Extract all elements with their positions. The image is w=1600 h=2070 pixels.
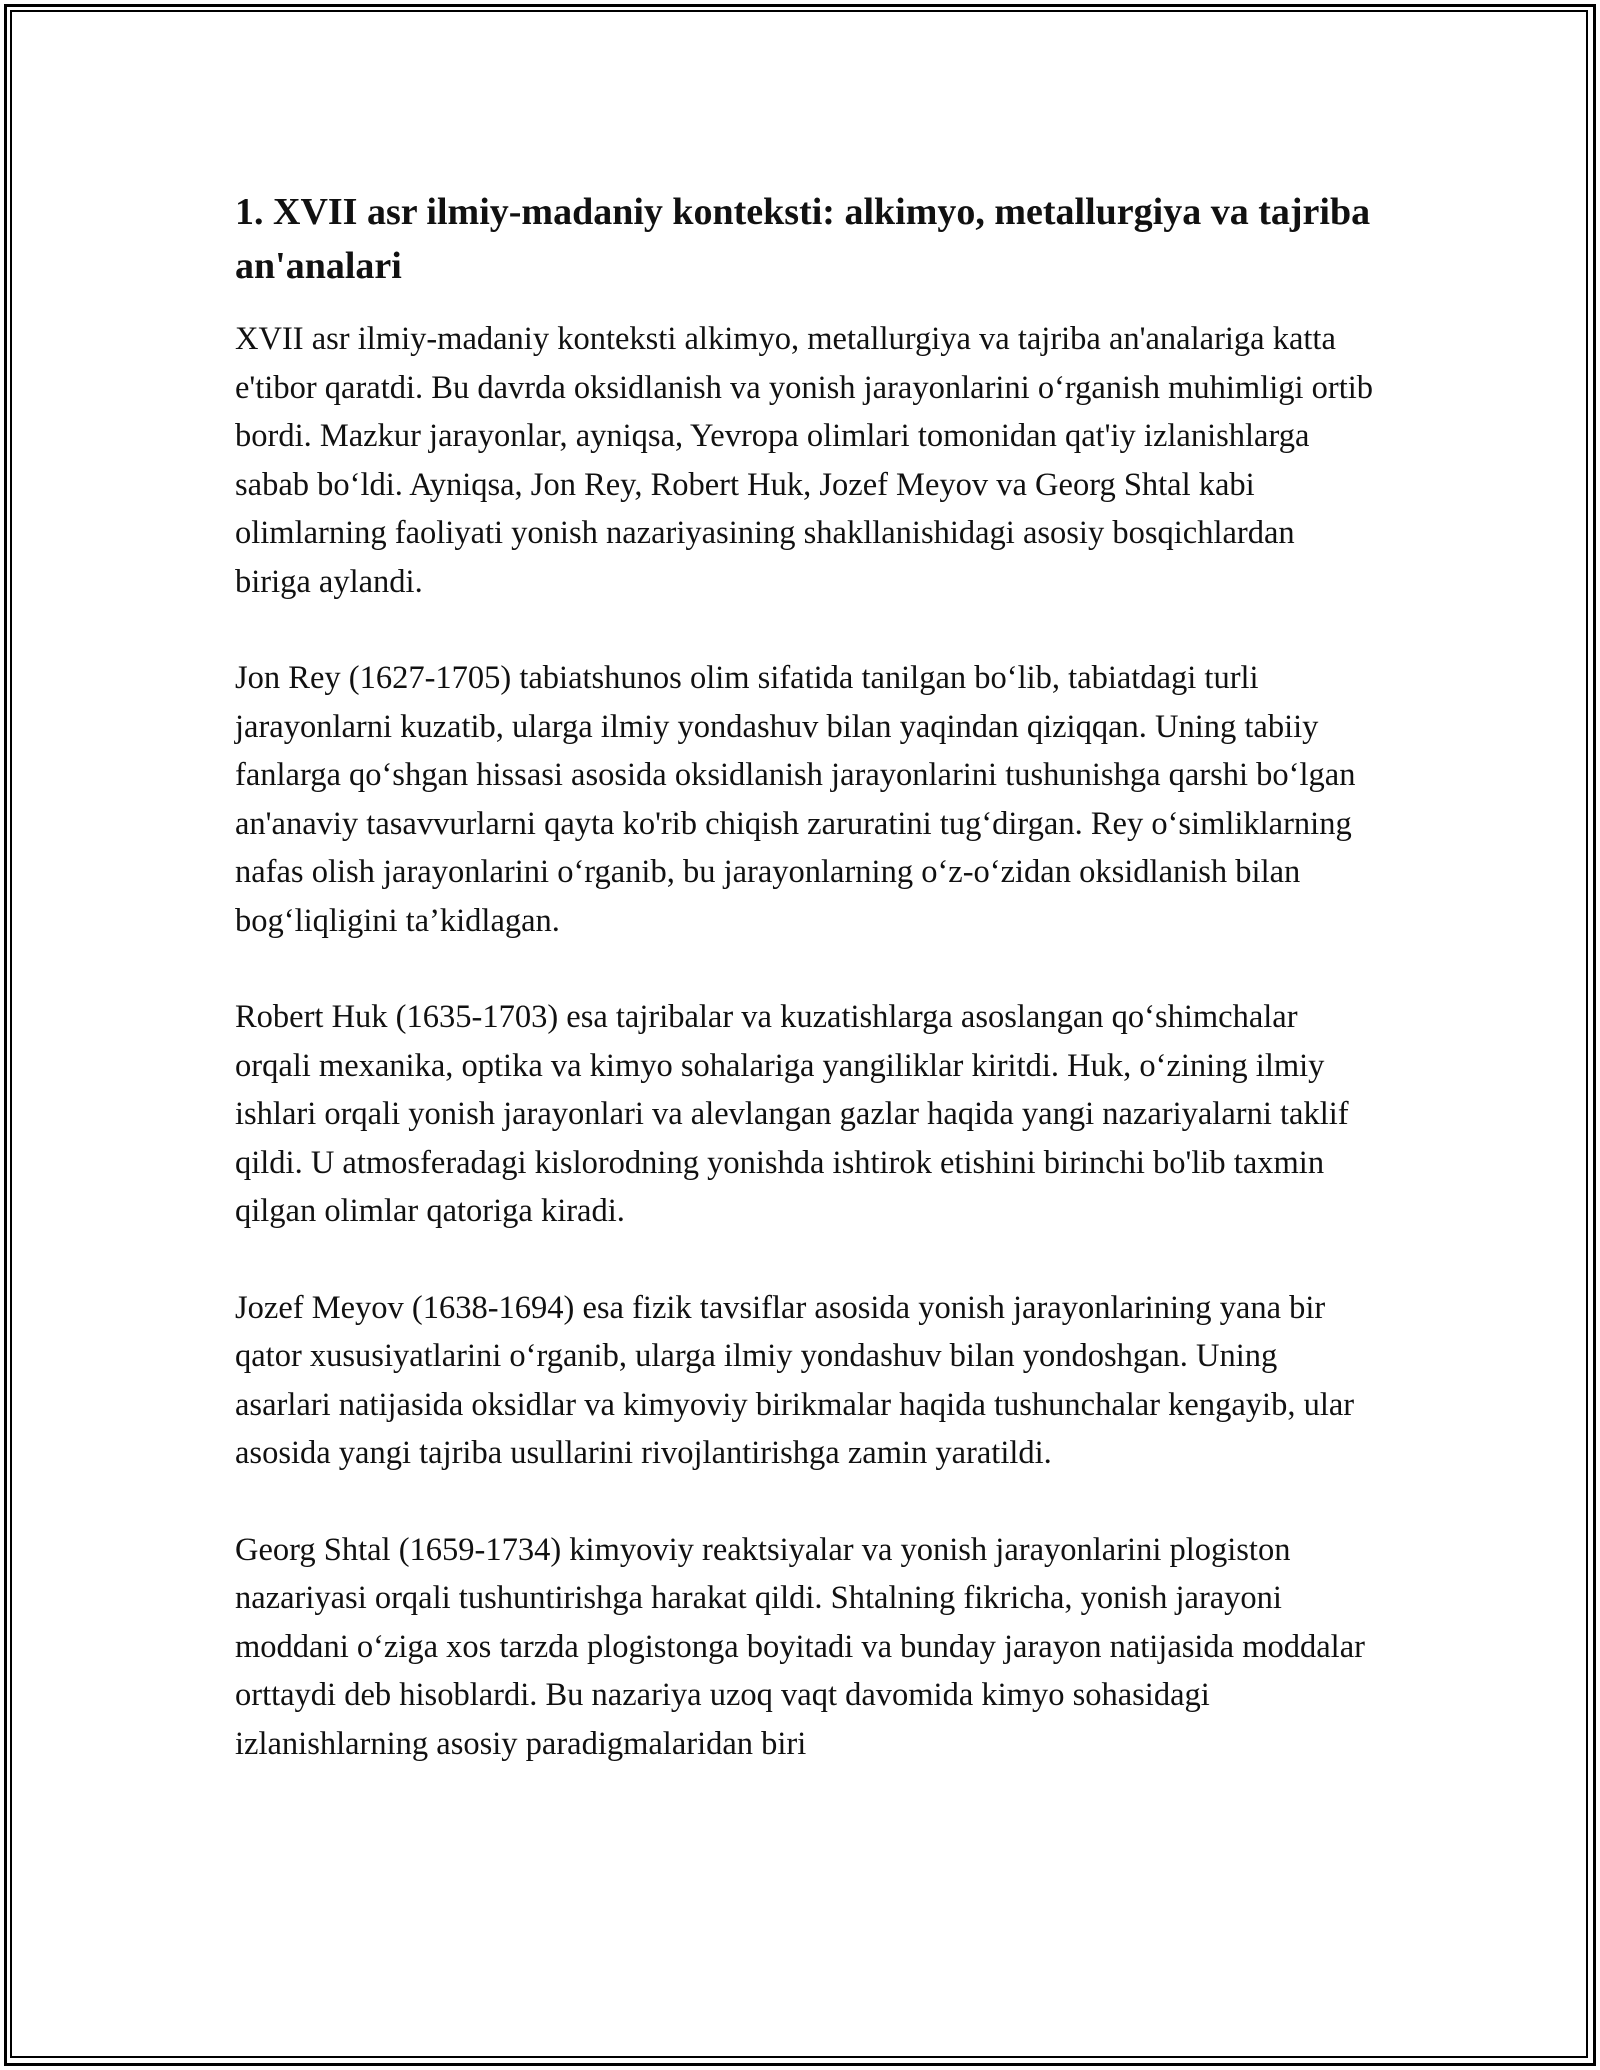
paragraph-jon-rey: Jon Rey (1627-1705) tabiatshunos olim sifatida tanilgan bo‘lib, tabiatdagi turli jarayonlarni kuzatib, ularga ilmiy yondashuv bilan yaqindan qiziqqan. Uning tabiiy fanlarga qo‘shgan hissasi asosida oksidlanish jarayonlarini tushunishga qarshi bo‘lgan an'anaviy tasavvurlarni qayta ko'rib chiqish zaruratini tug‘dirgan. Rey o‘simliklarning nafas olish jarayonlarini o‘rganib, bu jarayonlarning o‘z-o‘zidan oksidlanish bilan bog‘liqligini ta’kidlagan. (235, 660, 1356, 939)
paragraph-georg-shtal: Georg Shtal (1659-1734) kimyoviy reaktsiyalar va yonish jarayonlarini plogiston nazariyasi orqali tushuntirishga harakat qildi. Shtalning fikricha, yonish jarayoni moddani o‘ziga xos tarzda plogistonga boyitadi va bunday jarayon natijasida moddalar orttaydi deb hisoblardi. Bu nazariya uzoq vaqt davomida kimyo sohasidagi izlanishlarning asosiy paradigmalaridan biri (235, 1531, 1365, 1762)
section-heading: 1. XVII asr ilmiy-madaniy konteksti: alkimyo, metallurgiya va tajriba an'analari (235, 191, 1371, 287)
paragraph-jozef-meyov: Jozef Meyov (1638-1694) esa fizik tavsiflar asosida yonish jarayonlarining yana bir qator xususiyatlarini o‘rganib, ularga ilmiy yondashuv bilan yondoshgan. Uning asarlari natijasida oksidlar va kimyoviy birikmalar haqida tushunchalar kengayib, ular asosida yangi tajriba usullarini rivojlantirishga zamin yaratildi. (235, 1289, 1355, 1471)
paragraph-intro: XVII asr ilmiy-madaniy konteksti alkimyo, metallurgiya va tajriba an'analariga katta e'tibor qaratdi. Bu davrda oksidlanish va yonish jarayonlarini o‘rganish muhimligi ortib bordi. Mazkur jarayonlar, ayniqsa, Yevropa olimlari tomonidan qat'iy izlanishlarga sabab bo‘ldi. Ayniqsa, Jon Rey, Robert Huk, Jozef Meyov va Georg Shtal kabi olimlarning faoliyati yonish nazariyasining shakllanishidagi asosiy bosqichlardan biriga aylandi. (235, 321, 1374, 600)
paragraph-robert-huk: Robert Huk (1635-1703) esa tajribalar va kuzatishlarga asoslangan qo‘shimchalar orqali mexanika, optika va kimyo sohalariga yangiliklar kiritdi. Huk, o‘zining ilmiy ishlari orqali yonish jarayonlari va alevlangan gazlar haqida yangi nazariyalarni taklif qildi. U atmosferadagi kislorodning yonishda ishtirok etishini birinchi bo'lib taxmin qilgan olimlar qatoriga kiradi. (235, 999, 1349, 1229)
document-body (235, 185, 1375, 1816)
